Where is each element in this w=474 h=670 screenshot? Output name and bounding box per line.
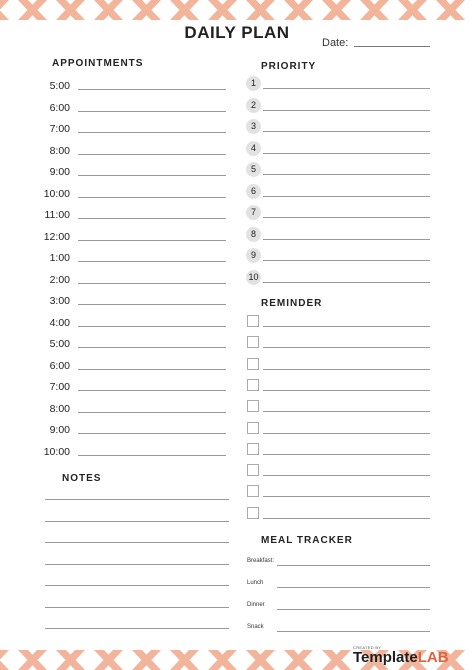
priority-number: 10	[246, 270, 261, 285]
priority-line[interactable]	[263, 131, 430, 132]
page-title: DAILY PLAN	[184, 23, 290, 42]
reminder-row[interactable]	[246, 507, 436, 521]
appointment-time: 2:00	[49, 273, 70, 286]
appointment-line[interactable]	[78, 218, 226, 219]
reminder-row[interactable]	[246, 443, 436, 457]
appointment-row[interactable]	[0, 317, 240, 333]
reminder-checkbox[interactable]	[247, 464, 259, 476]
reminder-line[interactable]	[263, 411, 430, 412]
appointment-time: 12:00	[43, 230, 70, 243]
appointment-row[interactable]	[0, 209, 240, 225]
logo-wordmark	[353, 650, 449, 666]
priority-number: 8	[246, 227, 261, 242]
appointment-line[interactable]	[78, 111, 226, 112]
priority-row[interactable]	[246, 162, 436, 180]
appointment-line[interactable]	[78, 283, 226, 284]
chevron-pattern	[0, 0, 474, 20]
logo-created-by: CREATED BY	[353, 645, 382, 650]
appointment-line[interactable]	[78, 304, 226, 305]
logo-name: Template	[353, 649, 418, 666]
priority-row[interactable]	[246, 119, 436, 137]
meal-line[interactable]	[277, 587, 430, 588]
priority-line[interactable]	[263, 282, 430, 283]
date-label: Date:	[322, 37, 349, 49]
priority-number: 2	[246, 98, 261, 113]
meal-row[interactable]	[246, 558, 436, 570]
appointment-line[interactable]	[78, 412, 226, 413]
logo-name-accent: LAB	[417, 649, 449, 666]
appointment-time: 10:00	[43, 187, 70, 200]
appointment-time: 5:00	[49, 338, 70, 350]
templatelab-logo	[353, 645, 449, 666]
priority-row[interactable]	[246, 270, 436, 288]
appointment-row[interactable]	[0, 102, 240, 118]
appointment-line[interactable]	[78, 326, 226, 327]
reminder-line[interactable]	[263, 518, 430, 519]
reminder-row[interactable]	[246, 358, 436, 372]
appointment-row[interactable]	[0, 123, 240, 139]
appointment-time: 11:00	[44, 209, 70, 221]
reminder-line[interactable]	[263, 369, 430, 370]
date-field[interactable]	[354, 46, 430, 47]
appointment-time: 7:00	[49, 123, 70, 135]
reminder-row[interactable]	[246, 315, 436, 329]
appointment-line[interactable]	[78, 240, 226, 241]
priority-line[interactable]	[263, 88, 430, 89]
priority-row[interactable]	[246, 141, 436, 159]
appointment-time: 3:00	[49, 295, 70, 307]
appointment-time: 5:00	[49, 80, 70, 92]
appointment-row[interactable]	[0, 338, 240, 354]
priority-number: 9	[246, 248, 261, 263]
appointment-row[interactable]	[0, 274, 240, 290]
reminder-checkbox[interactable]	[247, 507, 259, 519]
appointment-line[interactable]	[78, 154, 226, 155]
priority-line[interactable]	[263, 174, 430, 175]
priority-row[interactable]	[246, 205, 436, 223]
appointment-time: 10:00	[43, 445, 70, 458]
priority-line[interactable]	[263, 153, 430, 154]
priority-line[interactable]	[263, 239, 430, 240]
reminder-checkbox[interactable]	[247, 379, 259, 391]
reminder-row[interactable]	[246, 379, 436, 393]
reminder-line[interactable]	[263, 475, 430, 476]
appointment-time: 6:00	[49, 359, 70, 372]
notes-line[interactable]	[45, 499, 229, 500]
top-decorative-band	[0, 0, 474, 20]
notes-line[interactable]	[45, 521, 229, 522]
meal-label: Lunch	[247, 580, 264, 586]
appointment-line[interactable]	[78, 369, 226, 370]
meal-line[interactable]	[277, 565, 430, 566]
reminder-checkbox[interactable]	[247, 443, 259, 455]
priority-number: 7	[246, 205, 261, 220]
reminder-line[interactable]	[263, 433, 430, 434]
appointment-time: 9:00	[49, 166, 70, 178]
appointment-row[interactable]	[0, 403, 240, 419]
priority-number: 4	[246, 141, 261, 156]
appointment-row[interactable]	[0, 231, 240, 247]
reminder-checkbox[interactable]	[247, 400, 259, 412]
priority-line[interactable]	[263, 110, 430, 111]
notes-line[interactable]	[45, 564, 229, 565]
appointment-line[interactable]	[78, 455, 226, 456]
priority-line[interactable]	[263, 260, 430, 261]
meal-row[interactable]	[246, 580, 436, 592]
reminder-title: REMINDER	[261, 298, 323, 309]
appointment-time: 8:00	[49, 144, 70, 157]
appointment-time: 7:00	[49, 381, 70, 393]
appointments-title: APPOINTMENTS	[52, 58, 144, 69]
reminder-line[interactable]	[263, 326, 430, 327]
appointment-line[interactable]	[78, 175, 226, 176]
priority-line[interactable]	[263, 196, 430, 197]
priority-line[interactable]	[263, 217, 430, 218]
appointment-line[interactable]	[78, 197, 226, 198]
appointment-line[interactable]	[78, 390, 226, 391]
reminder-row[interactable]	[246, 422, 436, 436]
appointment-line[interactable]	[78, 261, 226, 262]
notes-line[interactable]	[45, 628, 229, 629]
priority-number: 5	[246, 162, 261, 177]
priority-number: 6	[246, 184, 261, 199]
reminder-row[interactable]	[246, 464, 436, 478]
reminder-line[interactable]	[263, 347, 430, 348]
reminder-row[interactable]	[246, 485, 436, 499]
meal-label: Snack	[247, 624, 264, 630]
appointment-line[interactable]	[78, 89, 226, 90]
appointment-row[interactable]	[0, 145, 240, 161]
notes-line[interactable]	[45, 607, 229, 608]
reminder-checkbox[interactable]	[247, 358, 259, 370]
meal-tracker-title: MEAL TRACKER	[261, 535, 353, 546]
appointment-time: 4:00	[49, 316, 70, 329]
notes-line[interactable]	[45, 542, 229, 543]
meal-line[interactable]	[277, 631, 430, 632]
appointment-row[interactable]	[0, 424, 240, 440]
reminder-checkbox[interactable]	[247, 315, 259, 327]
appointment-row[interactable]	[0, 252, 240, 268]
reminder-line[interactable]	[263, 496, 430, 497]
appointment-time: 6:00	[49, 101, 70, 114]
priority-row[interactable]	[246, 76, 436, 94]
meal-row[interactable]	[246, 624, 436, 636]
reminder-line[interactable]	[263, 390, 430, 391]
meal-label: Breakfast:	[247, 558, 275, 564]
appointment-row[interactable]	[0, 381, 240, 397]
reminder-line[interactable]	[263, 454, 430, 455]
reminder-row[interactable]	[246, 336, 436, 350]
appointment-row[interactable]	[0, 80, 240, 96]
meal-row[interactable]	[246, 602, 436, 614]
appointment-time: 9:00	[49, 424, 70, 436]
priority-number: 1	[246, 76, 261, 91]
appointment-line[interactable]	[78, 347, 226, 348]
appointment-row[interactable]	[0, 446, 240, 462]
priority-row[interactable]	[246, 248, 436, 266]
appointment-row[interactable]	[0, 295, 240, 311]
appointment-row[interactable]	[0, 360, 240, 376]
notes-title: NOTES	[62, 473, 102, 484]
reminder-checkbox[interactable]	[247, 422, 259, 434]
appointment-line[interactable]	[78, 132, 226, 133]
appointment-time: 1:00	[49, 252, 70, 264]
notes-line[interactable]	[45, 585, 229, 586]
priority-title: PRIORITY	[261, 61, 317, 72]
priority-row[interactable]	[246, 98, 436, 116]
reminder-checkbox[interactable]	[247, 485, 259, 497]
appointment-time: 8:00	[49, 402, 70, 415]
priority-row[interactable]	[246, 184, 436, 202]
priority-row[interactable]	[246, 227, 436, 245]
reminder-row[interactable]	[246, 400, 436, 414]
appointment-row[interactable]	[0, 188, 240, 204]
meal-line[interactable]	[277, 609, 430, 610]
appointment-row[interactable]	[0, 166, 240, 182]
reminder-checkbox[interactable]	[247, 336, 259, 348]
meal-label: Dinner	[247, 602, 265, 608]
priority-number: 3	[246, 119, 261, 134]
appointment-line[interactable]	[78, 433, 226, 434]
